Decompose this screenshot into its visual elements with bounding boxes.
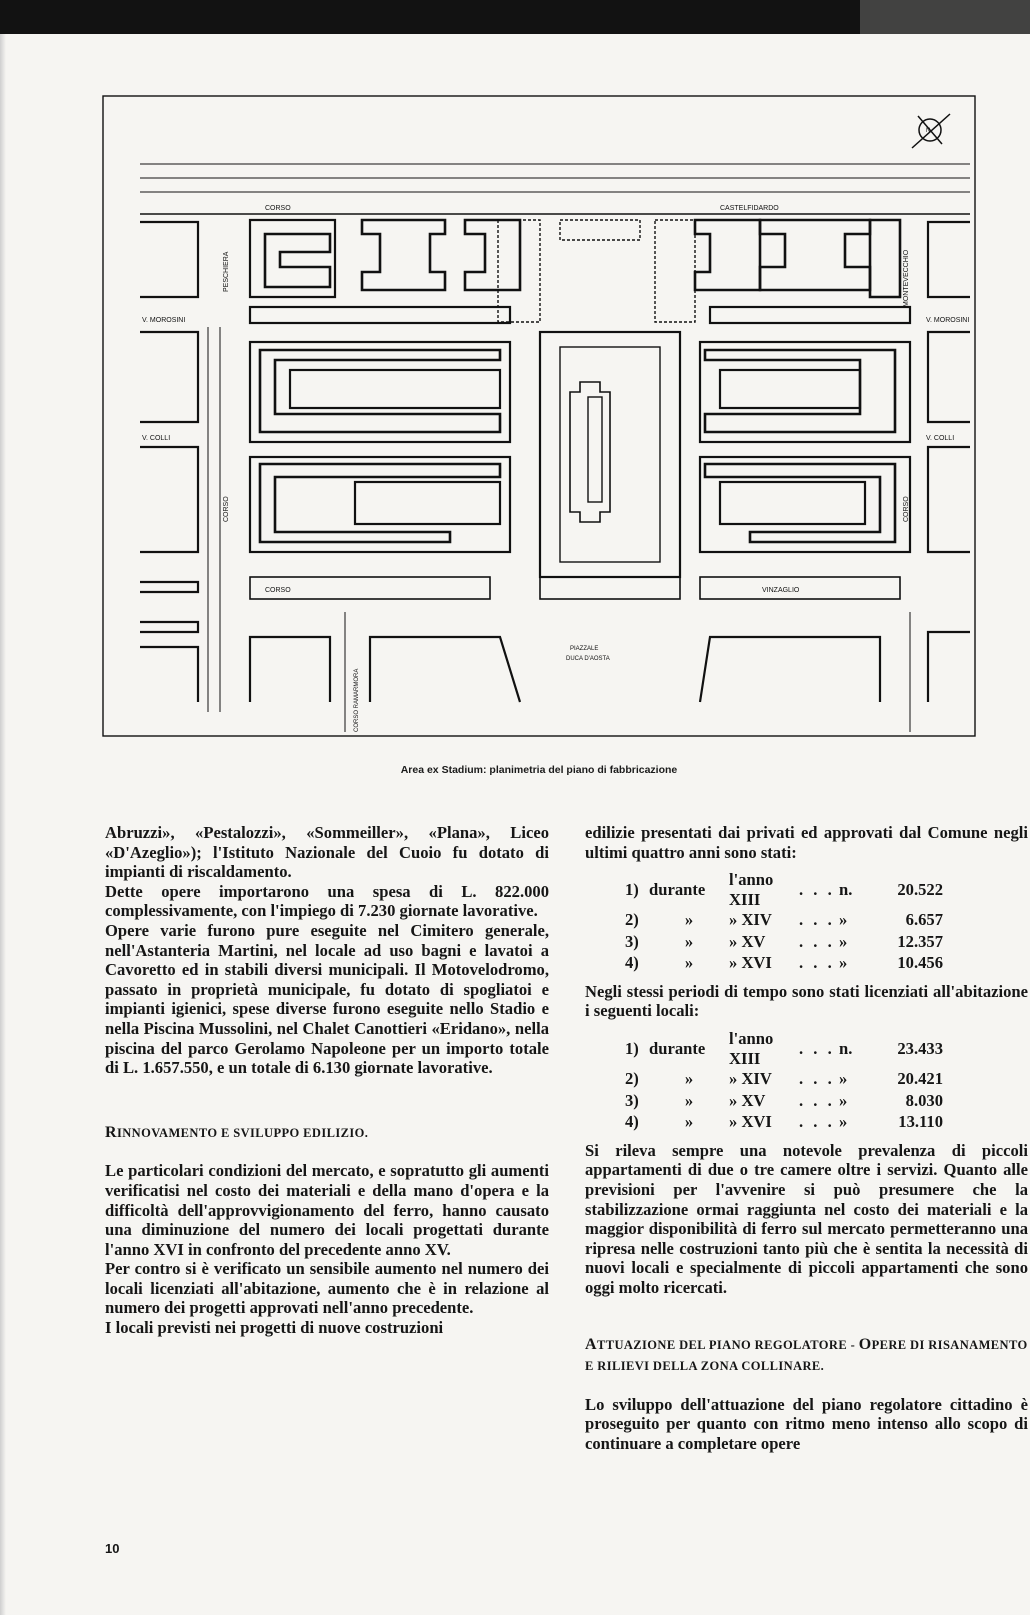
page-top-bar-edge xyxy=(860,0,1030,34)
label-morosini-left: V. MOROSINI xyxy=(142,317,186,324)
label-corso-top: CORSO xyxy=(265,205,291,212)
left-paragraph-6: I locali previsti nei progetti di nuove costruzioni xyxy=(105,1318,444,1338)
label-montevecchio: MONTEVECCHIO xyxy=(903,249,910,307)
table-row: 4) » » XVI . . . » 10.456 xyxy=(625,953,943,973)
right-paragraph-2: Negli stessi periodi di tempo sono stati licenziati all'abitazione i seguenti locali: xyxy=(585,981,1028,1021)
left-paragraph-1: Abruzzi», «Pestalozzi», «Sommeiller», «Plana», Liceo «D'Azeglio»); l'Istituto Nazionale del Cuoio fu dotato di impianti di riscaldamento. xyxy=(105,823,549,882)
label-corso-bottom: CORSO xyxy=(265,587,291,594)
section-heading-rinnovamento: RINNOVAMENTO E SVILUPPO EDILIZIO. xyxy=(105,1123,369,1141)
table-row: 3) » » XV . . . » 8.030 xyxy=(625,1090,943,1110)
label-castelfidardo: CASTELFIDARDO xyxy=(720,205,779,212)
left-paragraph-4: Le particolari condizioni del mercato, e sopratutto gli aumenti verificatisi nel costo dei materiali e della mano d'opera e la difficoltà dell'approvvigionamento del ferro, hanno causato una diminuzione del numero dei locali progettati durante l'anno XVI in confronto del precedente anno XV. xyxy=(105,1161,549,1259)
table-row: 1) durante l'anno XIII . . . n. 23.433 xyxy=(625,1029,943,1068)
label-corso-ramarmora: CORSO RAMARMORA xyxy=(354,668,360,732)
left-column xyxy=(105,823,549,1338)
label-north: N xyxy=(926,128,931,134)
table-row: 1) durante l'anno XIII . . . n. 20.522 xyxy=(625,870,943,909)
table-row: 2) » » XIV . . . » 20.421 xyxy=(625,1069,943,1089)
table-progetti xyxy=(625,870,943,974)
label-peschiera: PESCHIERA xyxy=(223,251,230,292)
label-duca-daosta: DUCA D'AOSTA xyxy=(566,656,610,662)
label-vinzaglio: VINZAGLIO xyxy=(762,587,800,594)
figure-caption: Area ex Stadium: planimetria del piano di fabbricazione xyxy=(400,764,678,776)
label-corso-vertical-right: CORSO xyxy=(903,496,910,522)
right-paragraph-4: Lo sviluppo dell'attuazione del piano regolatore cittadino è proseguito per quanto con ritmo meno intenso allo scopo di continuare a completare opere xyxy=(585,1394,1028,1453)
label-morosini-right: V. MOROSINI xyxy=(926,317,970,324)
table-row: 2) » » XIV . . . » 6.657 xyxy=(625,910,943,930)
right-paragraph-3: Si rileva sempre una notevole prevalenza di piccoli appartamenti di due o tre camere oltre i servizi. Quanto alle previsioni per l'avvenire si può presumere che la stabilizzazione ormai raggiunta nel costo dei materiali e la maggior disponibilità di ferro sul mercato permetteranno una ripresa nelle costruzioni tanto più che è sentita la necessità di nuovi locali e specialmente di piccoli appartamenti che sono oggi molto ricercati. xyxy=(585,1140,1028,1297)
section-heading-attuazione: ATTUAZIONE DEL PIANO REGOLATORE - OPERE DI RISANAMENTO E RILIEVI DELLA ZONA COLLINARE. xyxy=(585,1335,1028,1374)
label-piazzale: PIAZZALE xyxy=(570,646,599,652)
site-plan-figure xyxy=(100,92,1030,762)
right-paragraph-1: edilizie presentati dai privati ed approvati dal Comune negli ultimi quattro anni sono stati: xyxy=(585,823,1028,862)
left-paragraph-3: Opere varie furono pure eseguite nel Cimitero generale, nell'Astanteria Martini, nel locale ad uso bagni e lavatoi a Cavoretto ed in stabili diversi municipali. Il Motovelodromo, passato in proprietà municipale, fu dotato di spogliatoi e impianti igienici, spese diverse furono eseguite nello Stadio e nella Piscina Mussolini, nel Chalet Canottieri «Eridano», nella piscina del parco Gerolamo Napoleone per un importo totale di L. 1.657.550, e un totale di 6.130 giornate lavorative. xyxy=(105,920,549,1078)
page-left-shadow xyxy=(0,34,6,1615)
page-number: 10 xyxy=(105,1541,120,1556)
label-colli-left: V. COLLI xyxy=(142,435,171,442)
left-paragraph-2: Dette opere importarono una spesa di L. 822.000 complessivamente, con l'impiego di 7.230 giornate lavorative. xyxy=(105,881,549,921)
table-row: 3) » » XV . . . » 12.357 xyxy=(625,931,943,951)
site-plan-drawing xyxy=(100,92,980,762)
table-row: 4) » » XVI . . . » 13.110 xyxy=(625,1112,943,1132)
north-arrow-icon xyxy=(912,114,950,148)
label-corso-vertical-left: CORSO xyxy=(223,496,230,522)
label-colli-right: V. COLLI xyxy=(926,435,955,442)
page-top-bar xyxy=(0,0,860,34)
right-column xyxy=(585,823,1028,1453)
left-paragraph-5: Per contro si è verificato un sensibile aumento nel numero dei locali licenziati all'abitazione, aumento che è in relazione al numero dei progetti approvati nell'anno precedente. xyxy=(105,1259,549,1318)
table-licenziati xyxy=(625,1029,943,1133)
